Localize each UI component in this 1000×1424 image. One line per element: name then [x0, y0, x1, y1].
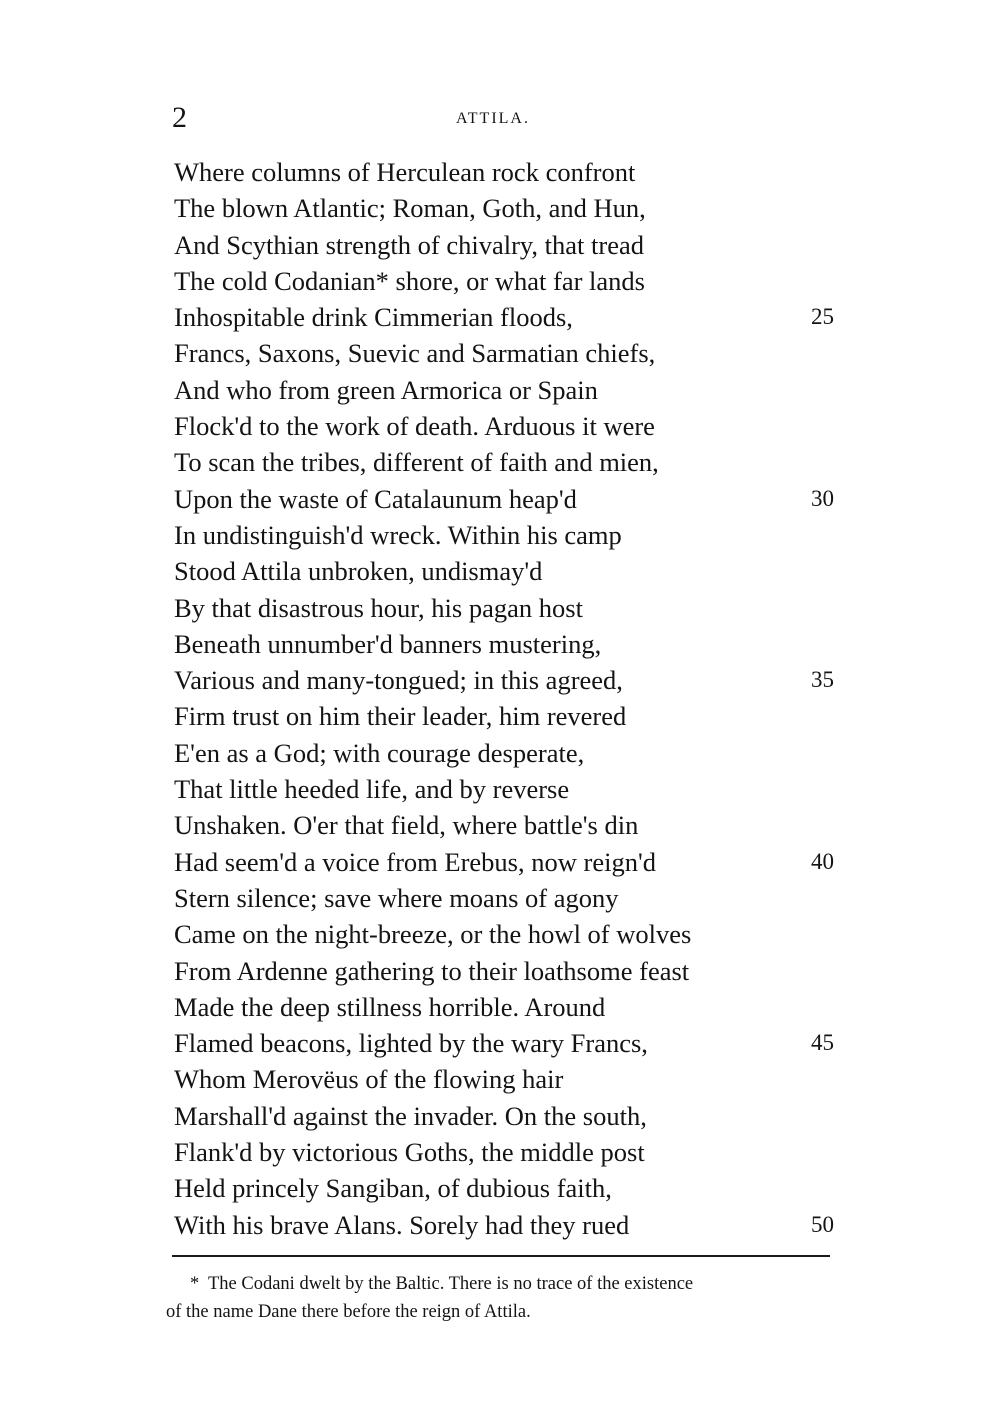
verse-text: With his brave Alans. Sorely had they rued [174, 1209, 630, 1240]
verse-line [174, 662, 834, 698]
verse-text: Marshall'd against the invader. On the south, [174, 1100, 647, 1131]
footnote-divider [172, 1255, 830, 1257]
verse-text: Various and many-tongued; in this agreed, [174, 665, 623, 696]
verse-line [174, 590, 834, 626]
verse-line [174, 916, 834, 952]
verse-text: And Scythian strength of chivalry, that tread [174, 229, 644, 260]
line-number: 50 [811, 1211, 834, 1237]
page-number: 2 [172, 101, 187, 134]
verse-text: To scan the tribes, different of faith and mien, [174, 447, 659, 478]
verse-line [174, 1170, 834, 1206]
footnote-line-1 [166, 1270, 838, 1298]
verse-text: E'en as a God; with courage desperate, [174, 737, 585, 768]
verse-text: Stood Attila unbroken, undismay'd [174, 556, 543, 587]
verse-text: Where columns of Herculean rock confront [174, 157, 636, 187]
verse-text: Firm trust on him their leader, him revered [174, 701, 627, 732]
verse-text: Flamed beacons, lighted by the wary Francs, [174, 1028, 648, 1059]
verse-text: By that disastrous hour, his pagan host [174, 592, 583, 623]
verse-text: Inhospitable drink Cimmerian floods, [174, 302, 573, 333]
verse-line [174, 1025, 834, 1061]
line-number: 40 [811, 848, 834, 874]
verse-line [174, 372, 834, 408]
verse-text: Upon the waste of Catalaunum heap'd [174, 483, 577, 514]
line-number: 45 [811, 1030, 834, 1056]
verse-text: Came on the night-breeze, or the howl of wolves [174, 919, 692, 950]
verse-text: Had seem'd a voice from Erebus, now reign'd [174, 846, 656, 877]
verse-line [174, 1098, 834, 1134]
verse-line [174, 408, 834, 444]
verse-text: Flank'd by victorious Goths, the middle post [174, 1137, 645, 1168]
verse-line [174, 335, 834, 371]
running-title: ATTILA. [456, 110, 530, 127]
verse-text: That little heeded life, and by reverse [174, 774, 570, 805]
verse-text: The cold Codanian* shore, or what far lands [174, 265, 645, 296]
verse-text: Unshaken. O'er that field, where battle's din [174, 810, 639, 841]
verse-line [174, 807, 834, 843]
verse-line [174, 953, 834, 989]
verse-text: Held princely Sangiban, of dubious faith, [174, 1173, 612, 1204]
page-header [172, 100, 552, 136]
verse-line [174, 735, 834, 771]
verse-text: Beneath unnumber'd banners mustering, [174, 628, 602, 659]
verse-line [174, 481, 834, 517]
verse-line [174, 1061, 834, 1097]
verse-text: Flock'd to the work of death. Arduous it were [174, 411, 655, 442]
footnote-text-1: The Codani dwelt by the Baltic. There is no trace of the existence [208, 1274, 694, 1294]
verse-line [174, 299, 834, 335]
verse-line [174, 190, 834, 226]
verse-line [174, 227, 834, 263]
poem-body [174, 154, 834, 1243]
verse-line [174, 880, 834, 916]
verse-text: Made the deep stillness horrible. Around [174, 991, 606, 1022]
line-number: 25 [811, 304, 834, 330]
footnote [166, 1270, 838, 1326]
verse-line [174, 154, 834, 190]
verse-text: Stern silence; save where moans of agony [174, 882, 619, 913]
footnote-marker: * [190, 1274, 200, 1294]
verse-line [174, 989, 834, 1025]
verse-text: In undistinguish'd wreck. Within his camp [174, 519, 622, 550]
line-number: 35 [811, 667, 834, 693]
verse-line [174, 626, 834, 662]
line-number: 30 [811, 485, 834, 511]
verse-line [174, 771, 834, 807]
verse-line [174, 444, 834, 480]
verse-line [174, 844, 834, 880]
footnote-line-2: of the name Dane there before the reign of Attila. [166, 1302, 531, 1322]
verse-line [174, 263, 834, 299]
verse-text: Whom Merovëus of the flowing hair [174, 1064, 564, 1095]
verse-text: From Ardenne gathering to their loathsome feast [174, 955, 690, 986]
verse-text: And who from green Armorica or Spain [174, 374, 598, 405]
verse-line [174, 1134, 834, 1170]
verse-line [174, 1207, 834, 1243]
verse-line [174, 553, 834, 589]
verse-text: The blown Atlantic; Roman, Goth, and Hun, [174, 193, 646, 224]
verse-text: Francs, Saxons, Suevic and Sarmatian chiefs, [174, 338, 656, 369]
verse-line [174, 698, 834, 734]
verse-line [174, 517, 834, 553]
